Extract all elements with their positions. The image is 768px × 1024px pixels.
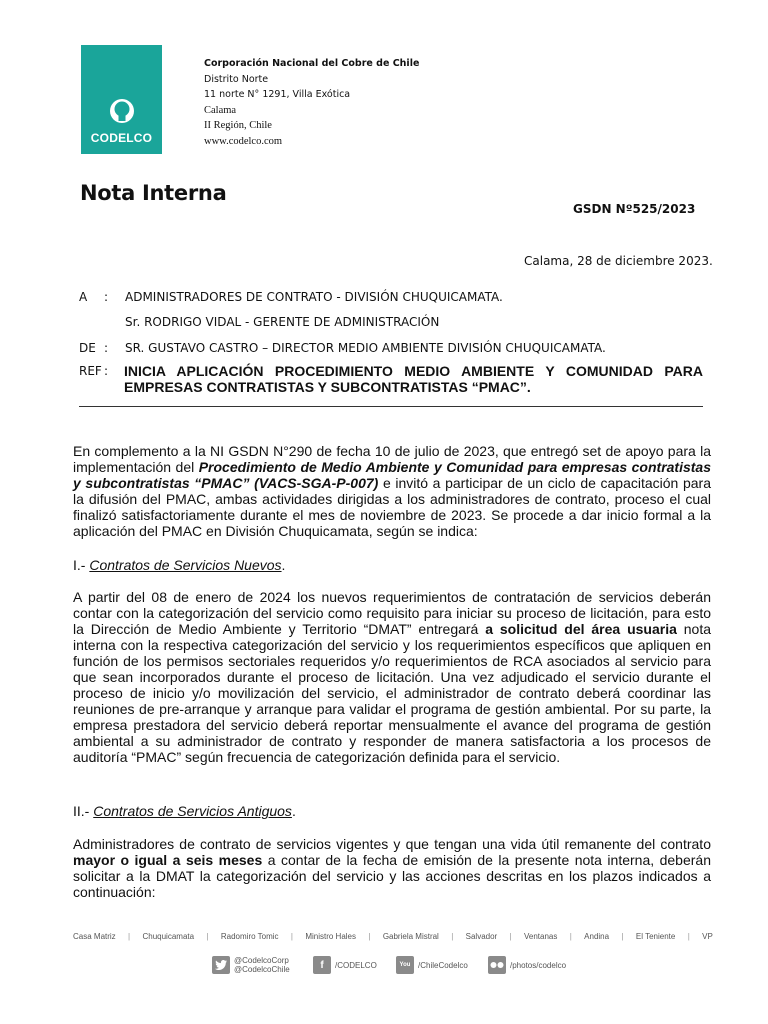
section-1-number: I.- <box>73 557 90 573</box>
to-colon: : <box>104 290 109 304</box>
intro-procedure-name: Procedimiento de Medio Ambiente y Comunidad para empresas contratistas y subcontratistas “PMAC” (VACS-SGA-P-007) <box>73 459 711 491</box>
footer-separator: | <box>509 932 512 941</box>
document-date: Calama, 28 de diciembre 2023. <box>524 254 713 268</box>
footer-youtube[interactable] <box>396 954 468 976</box>
twitter-handle-2: @CodelcoChile <box>234 965 290 974</box>
footer-site: Casa Matriz <box>73 932 116 941</box>
footer-sites <box>73 932 713 941</box>
twitter-icon <box>212 956 230 974</box>
footer-separator: | <box>290 932 293 941</box>
address-block <box>204 56 419 149</box>
org-name: Corporación Nacional del Cobre de Chile <box>204 58 420 69</box>
website: www.codelco.com <box>204 135 283 147</box>
from-value: SR. GUSTAVO CASTRO – DIRECTOR MEDIO AMBIENTE DIVISIÓN CHUQUICAMATA. <box>125 341 606 355</box>
footer-facebook[interactable] <box>313 954 377 976</box>
to-line2: Sr. RODRIGO VIDAL - GERENTE DE ADMINISTRACIÓN <box>125 315 440 329</box>
footer-separator: | <box>128 932 131 941</box>
page-title: Nota Interna <box>80 181 227 205</box>
footer-site: Andina <box>584 932 610 941</box>
ref-colon: : <box>104 364 109 378</box>
to-line1: ADMINISTRADORES DE CONTRATO - DIVISIÓN CHUQUICAMATA. <box>125 290 503 304</box>
facebook-icon: f <box>313 956 331 974</box>
section-1-paragraph <box>73 589 711 765</box>
section-2-text-a: Administradores de contrato de servicios vigentes y que tengan una vida útil remanente del contrato <box>73 836 711 852</box>
document-number: GSDN Nº525/2023 <box>573 202 696 216</box>
footer-site: Ministro Hales <box>305 932 357 941</box>
section-2-heading <box>73 803 296 819</box>
section-2-emphasis: mayor o igual a seis meses <box>73 852 263 868</box>
footer-site: Ventanas <box>524 932 558 941</box>
footer-separator: | <box>368 932 371 941</box>
codelco-logo <box>81 45 162 154</box>
from-label: DE <box>79 341 96 355</box>
intro-text-c: e invitó a participar de un ciclo de capacitación para la difusión del PMAC, ambas actividades dirigidas a los administradores de contrato, proceso el cual finalizó satisfactoriamente durante el mes de noviembre de 2023. Se procede a dar inicio formal a la aplicación del PMAC en División Chuquicamata, según se indica: <box>73 475 711 539</box>
region: II Región, Chile <box>204 120 272 131</box>
youtube-icon: You <box>396 956 414 974</box>
footer-separator: | <box>451 932 454 941</box>
footer-flickr[interactable] <box>488 954 566 976</box>
section-1-dot: . <box>281 557 286 573</box>
street: 11 norte N° 1291, Villa Exótica <box>204 89 351 100</box>
section-1-text-a: A partir del 08 de enero de 2024 los nuevos requerimientos de contratación de servicios deberán contar con la categorización del servicio como requisito para iniciar su proceso de licitación, para esto la Dirección de Medio Ambiente y Territorio “DMAT” entregará <box>73 589 711 637</box>
footer-site: Salvador <box>465 932 498 941</box>
flickr-icon <box>488 956 506 974</box>
footer-site: Chuquicamata <box>142 932 195 941</box>
footer-site: Gabriela Mistral <box>382 932 439 941</box>
footer-twitter[interactable] <box>212 954 290 976</box>
footer-separator: | <box>569 932 572 941</box>
twitter-handle-1: @CodelcoCorp <box>234 956 289 965</box>
intro-paragraph <box>73 443 711 539</box>
section-2-number: II.- <box>73 803 94 819</box>
footer-separator: | <box>621 932 624 941</box>
youtube-handle: /ChileCodelco <box>418 960 468 970</box>
footer-site: El Teniente <box>635 932 676 941</box>
section-2-title: Contratos de Servicios Antiguos <box>93 803 292 819</box>
footer-site: VP <box>702 932 713 941</box>
section-1-heading <box>73 557 285 573</box>
city: Calama <box>204 104 237 116</box>
header-divider <box>79 406 703 407</box>
ref-label: REF <box>79 364 102 378</box>
section-1-text-c: nota interna con la respectiva categorización del servicio y los requerimientos específicos que apliquen en función de los permisos sectoriales requeridos y/o requerimientos de RCA asociados al servicio para que sean incorporados durante el proceso de licitación. Una vez adjudicado el servicio durante el proceso de inicio y/o movilización del servicio, el administrador de contrato deberá coordinar las reuniones de pre-arranque y arranque para validar el programa de gestión ambiental. Por su parte, la empresa prestadora del servicio deberá reportar mensualmente el avance del programa de gestión ambiental a su administrador de contrato y responder de manera satisfactoria a los procesos de auditoría “PMAC” según frecuencia de categorización definida para el servicio. <box>73 621 711 765</box>
flickr-handle: /photos/codelco <box>510 960 567 970</box>
district: Distrito Norte <box>204 73 269 85</box>
section-2-dot: . <box>291 803 296 819</box>
section-2-text-c: a contar de la fecha de emisión de la presente nota interna, deberán solicitar a la DMAT la categorización del servicio y las acciones descritas en los plazos indicados a continuación: <box>73 852 711 900</box>
ref-value: INICIA APLICACIÓN PROCEDIMIENTO MEDIO AMBIENTE Y COMUNIDAD PARA EMPRESAS CONTRATISTAS Y SUBCONTRATISTAS “PMAC”. <box>124 363 703 395</box>
facebook-handle: /CODELCO <box>335 960 377 970</box>
footer-separator: | <box>206 932 209 941</box>
from-colon: : <box>104 341 109 355</box>
logo-wordmark: CODELCO <box>90 131 153 145</box>
footer-separator: | <box>687 932 690 941</box>
section-1-title: Contratos de Servicios Nuevos <box>89 557 282 573</box>
section-1-emphasis: a solicitud del área usuaria <box>485 621 677 637</box>
to-label: A <box>79 290 88 304</box>
codelco-logo-icon <box>108 97 136 125</box>
footer-site: Radomiro Tomic <box>220 932 279 941</box>
intro-text-a: En complemento a la NI GSDN N°290 de fecha 10 de julio de 2023, que entregó set de apoyo para la implementación del <box>73 443 711 475</box>
section-2-paragraph <box>73 836 711 900</box>
